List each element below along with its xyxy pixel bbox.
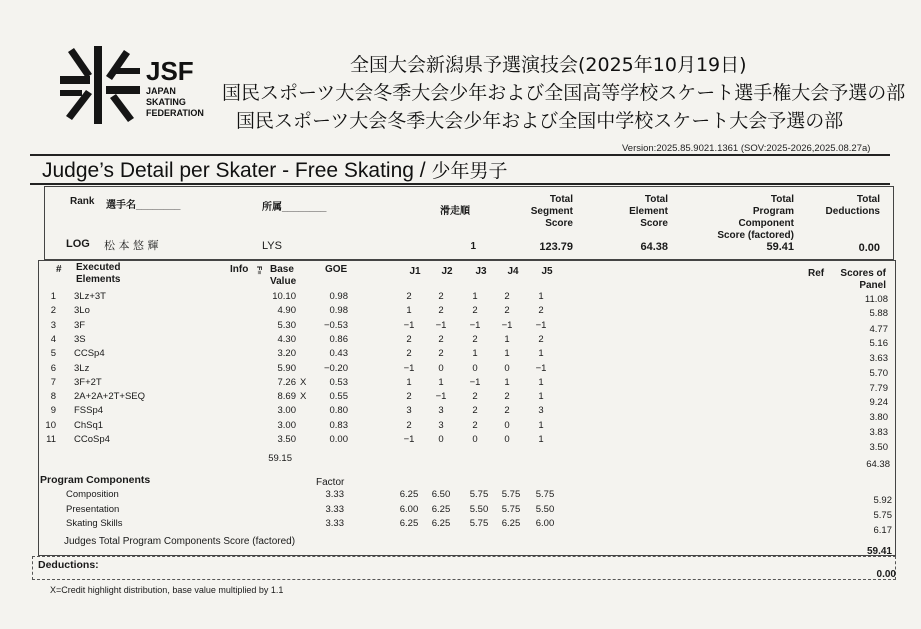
element-goe: 0.43	[329, 348, 348, 359]
components-title: Program Components	[40, 474, 151, 486]
element-judge-2: 0	[438, 434, 444, 445]
component-name: Presentation	[66, 503, 120, 515]
element-judge-3: 2	[472, 305, 478, 316]
element-judge-2: 2	[438, 305, 444, 316]
col-info-header: Info	[230, 264, 249, 275]
element-number: 6	[50, 363, 56, 374]
element-judge-2: 1	[438, 377, 444, 388]
component-judge-5: 6.00	[535, 518, 555, 529]
element-judge-2: −1	[435, 391, 447, 402]
element-judge-1: −1	[403, 434, 415, 445]
element-judge-5: 1	[538, 434, 544, 445]
element-goe: 0.98	[329, 291, 348, 302]
component-score: 5.75	[873, 510, 892, 521]
version-text: Version:2025.85.9021.1361 (SOV:2025-2026,2025.08.27a)	[622, 143, 871, 154]
element-number: 8	[50, 391, 56, 402]
element-info-marker: X	[300, 377, 307, 388]
element-goe: 0.80	[329, 405, 348, 416]
element-judge-5: 1	[538, 391, 544, 402]
element-judge-2: 3	[438, 420, 444, 431]
element-score: 3.80	[869, 412, 888, 423]
element-judge-3: 2	[472, 391, 478, 402]
element-judge-2: 2	[438, 348, 444, 359]
deductions-value: 0.00	[876, 569, 896, 580]
element-code: CCoSp4	[74, 434, 110, 445]
col-j4-header: J4	[507, 266, 519, 277]
col-score-header: Scores of Panel	[840, 268, 886, 291]
skater-rank: LOG	[66, 238, 90, 250]
element-base-value: 5.30	[277, 320, 296, 331]
component-judge-2: 6.25	[431, 518, 451, 529]
element-judge-5: −1	[535, 363, 547, 374]
element-score: 7.79	[869, 383, 888, 394]
col-j2-header: J2	[441, 266, 453, 277]
footnote: X=Credit highlight distribution, base value multiplied by 1.1	[50, 585, 284, 595]
component-score: 6.17	[873, 525, 892, 536]
component-judge-5: 5.50	[535, 503, 555, 515]
component-factor: 3.33	[325, 489, 344, 500]
elements-score-total: 64.38	[866, 459, 890, 470]
element-number: 5	[50, 348, 56, 359]
event-title-line-1: 全国大会新潟県予選演技会(2025年10月19日)	[350, 54, 747, 76]
element-number: 10	[45, 420, 56, 431]
element-code: 3S	[74, 334, 86, 345]
element-judge-3: 1	[472, 348, 478, 359]
element-judge-5: 1	[538, 377, 544, 388]
element-judge-2: 0	[438, 363, 444, 374]
element-number: 2	[50, 305, 56, 316]
element-judge-5: 2	[538, 305, 544, 316]
element-judge-4: 1	[504, 348, 510, 359]
element-judge-5: 1	[538, 348, 544, 359]
element-code: 3Lz	[74, 363, 90, 374]
deductions-label: Total Deductions	[825, 194, 880, 217]
element-goe: 0.83	[329, 420, 348, 431]
components-total: 59.41	[866, 546, 892, 557]
skater-club: LYS	[262, 240, 282, 252]
element-number: 4	[50, 334, 56, 345]
element-judge-2: 3	[438, 405, 444, 416]
element-score: 3.50	[869, 442, 888, 453]
element-judge-5: 3	[538, 405, 544, 416]
order-label: 滑走順	[440, 206, 470, 217]
rank-label: Rank	[70, 196, 95, 207]
element-judge-3: 1	[472, 291, 478, 302]
element-score: 5.16	[869, 338, 888, 349]
element-goe: 0.00	[329, 434, 348, 445]
element-goe: −0.20	[323, 363, 348, 374]
logo-wordmark: JSF	[146, 56, 194, 86]
element-code: ChSq1	[74, 420, 104, 431]
element-code: 2A+2A+2T+SEQ	[74, 391, 146, 402]
element-judge-3: −1	[469, 377, 481, 388]
element-judge-1: 1	[406, 305, 412, 316]
element-judge-1: 1	[406, 377, 412, 388]
skater-name: 松 本 悠 輝	[104, 239, 159, 252]
element-judge-4: 2	[504, 291, 510, 302]
total-component-score: 59.41	[766, 241, 794, 253]
component-judge-1: 6.25	[399, 518, 419, 529]
tss-label: Total Segment Score	[530, 194, 573, 229]
event-title-line-3: 国民スポーツ大会冬季大会少年および全国中学校スケート大会予選の部	[236, 110, 844, 132]
element-number: 7	[50, 377, 56, 388]
pcs-label: Total Program Component Score (factored)	[717, 194, 794, 241]
element-judge-5: 2	[538, 334, 544, 345]
element-info-marker: X	[300, 391, 307, 402]
element-judge-3: 2	[472, 334, 478, 345]
component-name: Skating Skills	[66, 518, 123, 529]
component-factor: 3.33	[325, 518, 344, 529]
factor-label: Factor	[316, 477, 345, 488]
element-judge-4: 1	[504, 377, 510, 388]
element-base-value: 3.00	[277, 405, 296, 416]
element-code: FSSp4	[74, 405, 104, 416]
element-number: 3	[50, 320, 56, 331]
element-code: CCSp4	[74, 348, 105, 359]
component-judge-4: 5.75	[501, 503, 521, 515]
component-judge-5: 5.75	[535, 489, 555, 500]
element-judge-1: 2	[406, 391, 412, 402]
col-factor-marker: F≡	[255, 266, 262, 275]
document-title: Judge’s Detail per Skater - Free Skating / 少年男子	[42, 159, 508, 182]
element-score: 5.70	[869, 368, 888, 379]
element-judge-1: 2	[406, 334, 412, 345]
element-judge-5: 1	[538, 420, 544, 431]
component-score: 5.92	[873, 495, 892, 506]
element-code: 3Lo	[74, 305, 90, 316]
element-base-value: 4.90	[277, 305, 296, 316]
element-base-value: 8.69	[277, 391, 296, 402]
component-judge-3: 5.75	[469, 489, 489, 500]
element-judge-2: 2	[438, 291, 444, 302]
element-judge-3: 2	[472, 420, 478, 431]
jsf-logo-icon	[60, 46, 140, 124]
element-judge-5: 1	[538, 291, 544, 302]
element-score: 4.77	[869, 324, 888, 335]
element-code: 3F	[74, 320, 86, 331]
element-judge-3: 0	[472, 363, 478, 374]
element-base-value: 7.26	[277, 377, 296, 388]
component-judge-3: 5.50	[469, 503, 489, 515]
base-value-total: 59.15	[268, 453, 292, 464]
col-ref-header: Ref	[808, 268, 825, 279]
element-judge-4: −1	[501, 320, 513, 331]
element-score: 11.08	[864, 294, 888, 305]
element-code: 3F+2T	[74, 377, 102, 388]
element-base-value: 3.50	[277, 434, 296, 445]
element-judge-1: −1	[403, 320, 415, 331]
element-judge-4: 0	[504, 420, 510, 431]
logo-subtitle: JAPAN SKATING FEDERATION	[146, 86, 204, 118]
title-rule-bottom	[30, 183, 890, 185]
deductions-box	[32, 556, 896, 580]
component-judge-1: 6.25	[399, 489, 419, 500]
element-judge-1: 3	[406, 405, 412, 416]
element-judge-4: 2	[504, 305, 510, 316]
skater-order: 1	[470, 241, 476, 252]
element-goe: 0.55	[329, 391, 348, 402]
element-judge-1: 2	[406, 420, 412, 431]
col-j1-header: J1	[409, 266, 421, 277]
col-j3-header: J3	[475, 266, 487, 277]
element-judge-1: 2	[406, 291, 412, 302]
component-judge-3: 5.75	[469, 518, 489, 529]
element-judge-4: 0	[504, 434, 510, 445]
col-num-header: #	[56, 264, 62, 275]
element-judge-4: 2	[504, 405, 510, 416]
deductions-label-bottom: Deductions:	[38, 559, 99, 571]
component-judge-4: 6.25	[501, 518, 521, 529]
element-base-value: 3.20	[277, 348, 296, 359]
total-segment-score: 123.79	[539, 241, 573, 253]
component-judge-2: 6.25	[431, 503, 451, 515]
component-factor: 3.33	[325, 503, 344, 515]
element-judge-4: 0	[504, 363, 510, 374]
component-judge-4: 5.75	[501, 489, 521, 500]
element-number: 9	[50, 405, 56, 416]
element-judge-2: −1	[435, 320, 447, 331]
element-judge-1: 2	[406, 348, 412, 359]
total-deductions: 0.00	[858, 242, 880, 254]
element-judge-3: 0	[472, 434, 478, 445]
col-base-header: Base Value	[270, 264, 297, 287]
col-j5-header: J5	[541, 266, 553, 277]
element-base-value: 10.10	[272, 291, 296, 302]
element-goe: 0.98	[329, 305, 348, 316]
element-score: 3.63	[869, 353, 888, 364]
col-element-header: Executed Elements	[76, 262, 121, 285]
tes-label: Total Element Score	[629, 194, 668, 229]
element-judge-1: −1	[403, 363, 415, 374]
element-judge-4: 2	[504, 391, 510, 402]
element-code: 3Lz+3T	[74, 291, 106, 302]
element-judge-2: 2	[438, 334, 444, 345]
element-goe: 0.86	[329, 334, 348, 345]
component-judge-1: 6.00	[399, 503, 419, 515]
element-goe: 0.53	[329, 377, 348, 388]
total-element-score: 64.38	[640, 241, 668, 253]
component-name: Composition	[66, 489, 119, 500]
name-label: 選手名________	[106, 200, 181, 211]
element-number: 11	[46, 434, 56, 445]
element-score: 9.24	[869, 397, 888, 408]
element-base-value: 5.90	[277, 363, 296, 374]
component-judge-2: 6.50	[431, 489, 451, 500]
element-score: 3.83	[869, 427, 888, 438]
element-judge-3: −1	[469, 320, 481, 331]
element-judge-5: −1	[535, 320, 547, 331]
club-label: 所属________	[262, 202, 327, 213]
element-judge-4: 1	[504, 334, 510, 345]
element-judge-3: 2	[472, 405, 478, 416]
element-goe: −0.53	[323, 320, 348, 331]
element-number: 1	[50, 291, 56, 302]
element-base-value: 3.00	[277, 420, 296, 431]
element-base-value: 4.30	[277, 334, 296, 345]
col-goe-header: GOE	[325, 264, 348, 275]
event-title-line-2: 国民スポーツ大会冬季大会少年および全国高等学校スケート選手権大会予選の部	[222, 82, 906, 104]
components-total-label: Judges Total Program Components Score (factored)	[64, 536, 296, 547]
element-score: 5.88	[869, 308, 888, 319]
